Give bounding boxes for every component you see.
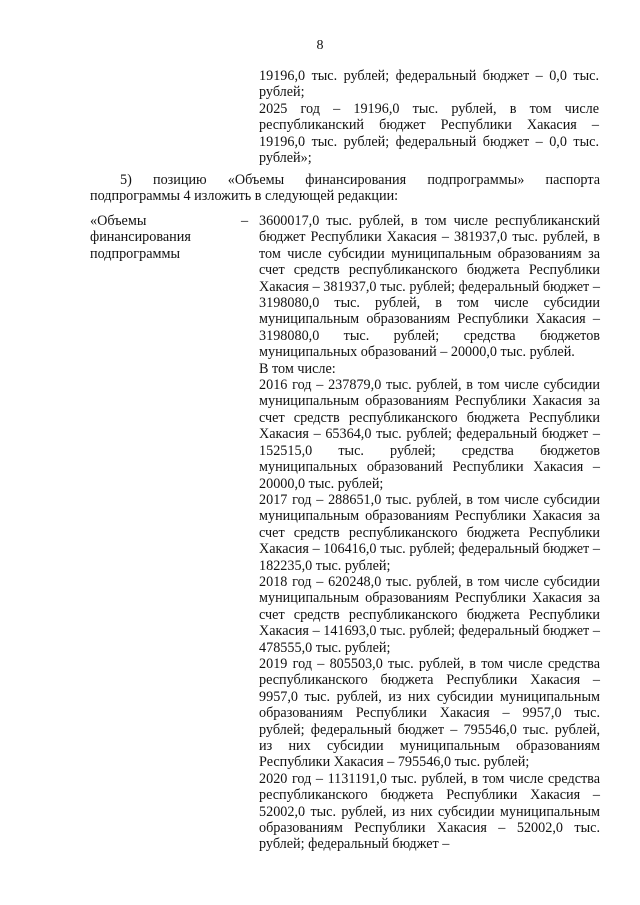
- continuation-line: 19196,0 тыс. рублей; федеральный бюджет – 0,0 тыс. рублей;: [259, 68, 599, 101]
- page-number: 8: [316, 38, 324, 53]
- year-2016-paragraph: 2016 год – 237879,0 тыс. рублей, в том числе субсидии муниципальным образованиям Республики Хакасия за счет средств республиканского бюджета Республики Хакасия – 65364,0 тыс. рублей; федеральный бюджет – 152515,0 тыс. рублей; средства бюджетов муниципальных образований Республики Хакасия – 20000,0 тыс. рублей;: [259, 377, 600, 492]
- position-content: [259, 213, 600, 853]
- total-funding-paragraph: 3600017,0 тыс. рублей, в том числе республиканский бюджет Республики Хакасия – 381937,0 тыс. рублей, в том числе субсидии муниципальным образованиям за счет средств республиканского бюджета Республики Хакасия – 381937,0 тыс. рублей; федеральный бюджет – 3198080,0 тыс. рублей, в том числе субсидии муниципальным образованиям Республики Хакасия – 3198080,0 тыс. рублей; средства бюджетов муниципальных образований – 20000,0 тыс. рублей.: [259, 213, 600, 361]
- year-2019-paragraph: 2019 год – 805503,0 тыс. рублей, в том числе средства республиканского бюджета Республики Хакасия – 9957,0 тыс. рублей, из них субсидии муниципальным образованиям Республики Хакасия – 9957,0 тыс. рублей; федеральный бюджет – 795546,0 тыс. рублей, из них субсидии муниципальным образованиям Республики Хакасия – 795546,0 тыс. рублей;: [259, 655, 600, 771]
- position-label: «Объемы финансирования подпрограммы: [90, 213, 191, 262]
- position-dash: –: [241, 213, 249, 229]
- year-2017-paragraph: 2017 год – 288651,0 тыс. рублей, в том числе субсидии муниципальным образованиям Республики Хакасия за счет средств республиканского бюджета Республики Хакасия – 106416,0 тыс. рублей; федеральный бюджет – 182235,0 тыс. рублей;: [259, 491, 600, 574]
- item-5-instruction: 5) позицию «Объемы финансирования подпрограммы» паспорта подпрограммы 4 изложить в следующей редакции:: [90, 172, 600, 205]
- year-2020-paragraph: 2020 год – 1131191,0 тыс. рублей, в том числе средства республиканского бюджета Республики Хакасия – 52002,0 тыс. рублей, из них субсидии муниципальным образованиям Республики Хакасия – 52002,0 тыс. рублей; федеральный бюджет –: [259, 770, 600, 853]
- year-2018-paragraph: 2018 год – 620248,0 тыс. рублей, в том числе субсидии муниципальным образованиям Республики Хакасия за счет средств республиканского бюджета Республики Хакасия – 141693,0 тыс. рублей; федеральный бюджет – 478555,0 тыс. рублей;: [259, 573, 600, 656]
- continuation-year-2025: 2025 год – 19196,0 тыс. рублей, в том числе республиканский бюджет Республики Хакасия – 19196,0 тыс. рублей; федеральный бюджет – 0,0 тыс. рублей»;: [259, 101, 599, 167]
- including-label: В том числе:: [259, 360, 336, 377]
